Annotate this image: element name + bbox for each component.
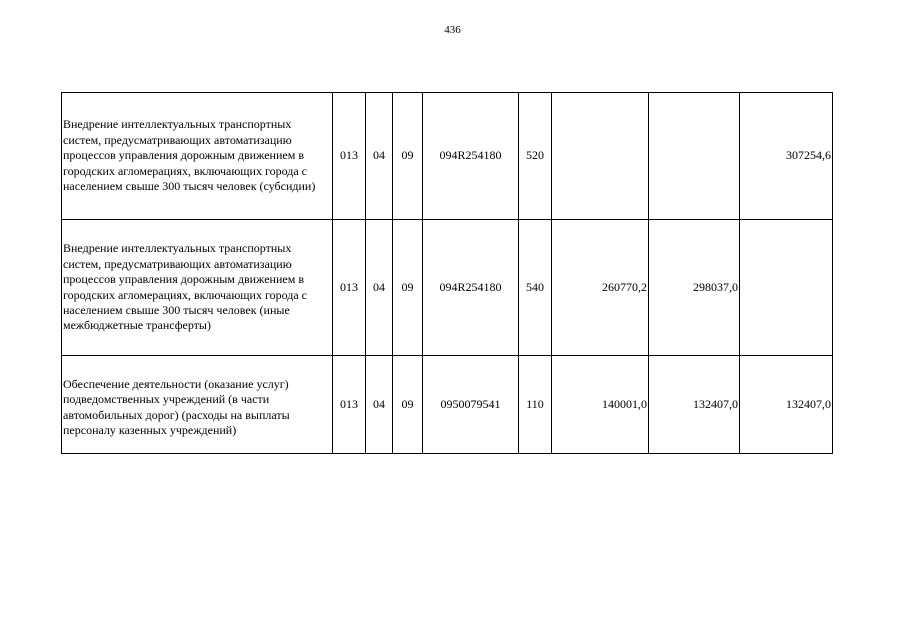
- target-article-code: 0950079541: [423, 356, 519, 454]
- expense-type-code: 540: [519, 220, 552, 356]
- expense-type-code: 110: [519, 356, 552, 454]
- amount-1: 260770,2: [552, 220, 649, 356]
- amount-3: 307254,6: [740, 93, 833, 220]
- section-code: 04: [366, 93, 393, 220]
- row-description: Внедрение интеллектуальных транспортных систем, предусматривающих автоматизацию процессов управления дорожным движением в городских агломерациях, включающих города с населением свыше 300 тысяч человек (субсидии): [62, 93, 333, 220]
- section-code: 04: [366, 220, 393, 356]
- subsection-code: 09: [393, 356, 423, 454]
- row-description: Обеспечение деятельности (оказание услуг) подведомственных учреждений (в части автомобильных дорог) (расходы на выплаты персоналу казенных учреждений): [62, 356, 333, 454]
- target-article-code: 094R254180: [423, 93, 519, 220]
- table-row: [62, 356, 833, 454]
- amount-1: 140001,0: [552, 356, 649, 454]
- expense-type-code: 520: [519, 93, 552, 220]
- table-row: [62, 93, 833, 220]
- amount-3: [740, 220, 833, 356]
- amount-1: [552, 93, 649, 220]
- section-code: 04: [366, 356, 393, 454]
- row-description: Внедрение интеллектуальных транспортных систем, предусматривающих автоматизацию процессов управления дорожным движением в городских агломерациях, включающих города с населением свыше 300 тысяч человек (иные межбюджетные трансферты): [62, 220, 333, 356]
- page-number: 436: [444, 24, 461, 36]
- amount-2: 132407,0: [649, 356, 740, 454]
- subsection-code: 09: [393, 93, 423, 220]
- amount-3: 132407,0: [740, 356, 833, 454]
- budget-table: [61, 92, 833, 454]
- subsection-code: 09: [393, 220, 423, 356]
- amount-2: [649, 93, 740, 220]
- table-row: [62, 220, 833, 356]
- amount-2: 298037,0: [649, 220, 740, 356]
- ministry-code: 013: [333, 93, 366, 220]
- ministry-code: 013: [333, 220, 366, 356]
- ministry-code: 013: [333, 356, 366, 454]
- target-article-code: 094R254180: [423, 220, 519, 356]
